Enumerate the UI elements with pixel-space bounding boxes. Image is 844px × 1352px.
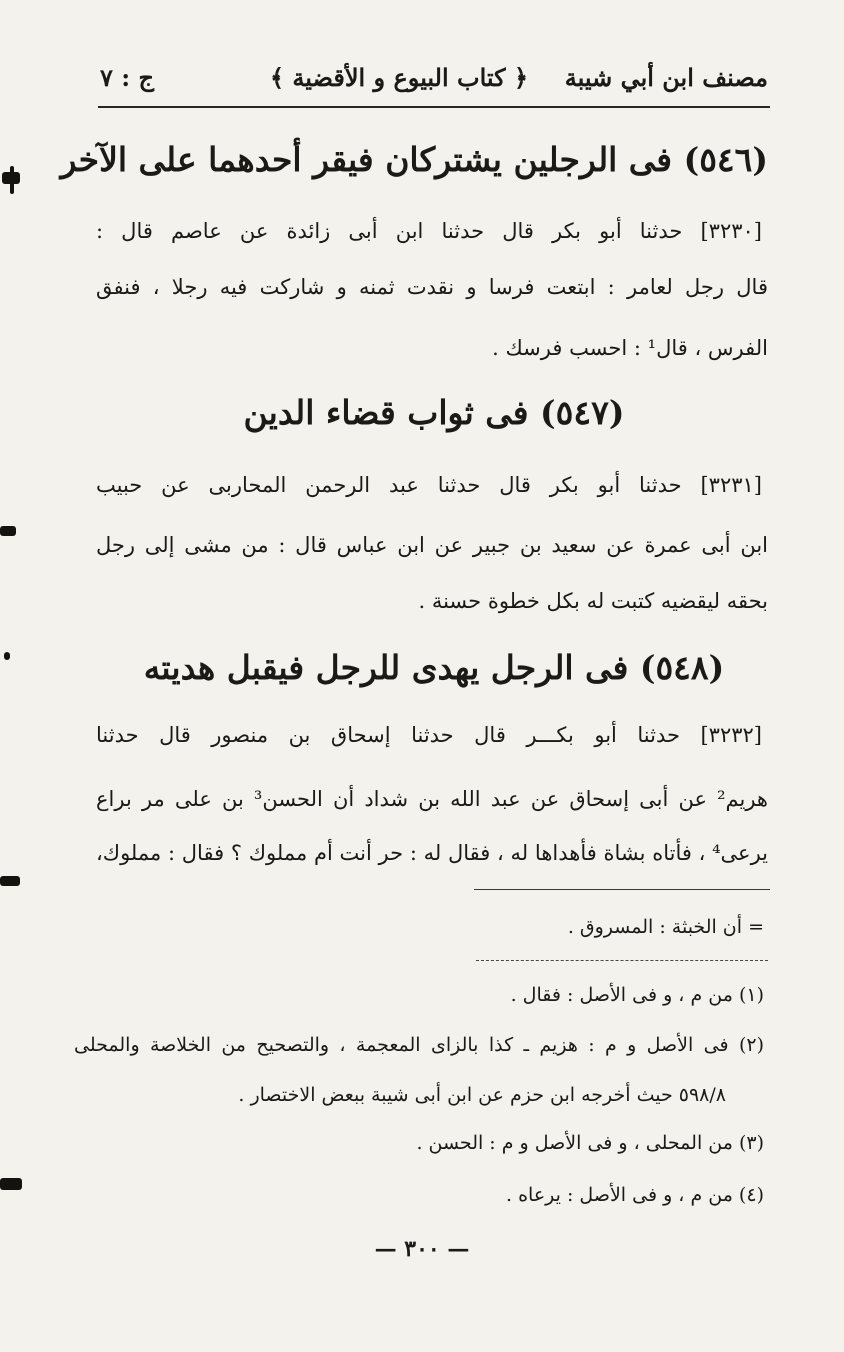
footnote-2-line-2: ٥٩٨/٨ حيث أخرجه ابن حزم عن ابن أبى شيبة ببعض الاختصار .: [238, 1084, 726, 1106]
scan-binding-mark: [0, 1178, 22, 1190]
footnote-1: (١) من م ، و فى الأصل : فقال .: [510, 984, 764, 1006]
hadith-3230-line-1: [٣٢٣٠] حدثنا أبو بكر قال حدثنا ابن أبى زائدة عن عاصم قال :: [96, 219, 762, 243]
volume-number: ج : ٧: [100, 63, 154, 92]
hadith-3231-line-2: ابن أبى عمرة عن سعيد بن جبير عن ابن عباس قال : من مشى إلى رجل: [96, 533, 768, 557]
chapter-heading-546: (٥٤٦) فى الرجلين يشتركان فيقر أحدهما على الآخر: [60, 140, 768, 179]
page-number: — ٣٠٠ —: [374, 1236, 470, 1262]
hadith-3231-line-3: بحقه ليقضيه كتبت له بكل خطوة حسنة .: [418, 589, 768, 613]
footnote-2-line-1: (٢) فى الأصل و م : هزيم ـ كذا بالزاى المعجمة ، والتصحيح من الخلاصة والمحلى: [74, 1034, 764, 1056]
chapter-heading-548: (٥٤٨) فى الرجل يهدى للرجل فيقبل هديته: [143, 648, 725, 687]
hadith-3231-line-1: [٣٢٣١] حدثنا أبو بكر قال حدثنا عبد الرحمن المحاربى عن حبيب: [96, 473, 762, 497]
footnote-4: (٤) من م ، و فى الأصل : يرعاه .: [506, 1184, 764, 1206]
header-rule: [98, 106, 770, 108]
hadith-3230-line-2: قال رجل لعامر : ابتعت فرسا و نقدت ثمنه و شاركت فيه رجلا ، فنفق: [96, 275, 768, 299]
footnote-dashed-separator: [476, 960, 768, 961]
scan-binding-mark: [4, 652, 10, 660]
footnote-separator: [474, 889, 770, 890]
running-header: [100, 58, 768, 98]
chapter-heading-547: (٥٤٧) فى ثواب قضاء الدين: [243, 393, 625, 432]
hadith-3232-line-3: يرعى⁴ ، فأتاه بشاة فأهداها له ، فقال له : حر أنت أم مملوك ؟ فقال : مملوك،: [96, 841, 768, 865]
footnote-continuation: = أن الخبثة : المسروق .: [567, 916, 764, 938]
book-title: مصنف ابن أبي شيبة: [564, 63, 768, 92]
scan-binding-mark: [0, 526, 16, 536]
footnote-3: (٣) من المحلى ، و فى الأصل و م : الحسن .: [416, 1132, 764, 1154]
hadith-3232-line-2: هريم² عن أبى إسحاق عن عبد الله بن شداد أن الحسن³ بن على مر براع: [96, 787, 768, 811]
section-title: ﴿ كتاب البيوع و الأقضية ﴾: [270, 63, 528, 92]
scan-binding-mark: [10, 166, 14, 194]
hadith-3230-line-3: الفرس ، قال¹ : احسب فرسك .: [492, 336, 768, 360]
scan-binding-mark: [0, 876, 20, 886]
hadith-3232-line-1: [٣٢٣٢] حدثنا أبو بكـــر قال حدثنا إسحاق بن منصور قال حدثنا: [96, 723, 762, 747]
